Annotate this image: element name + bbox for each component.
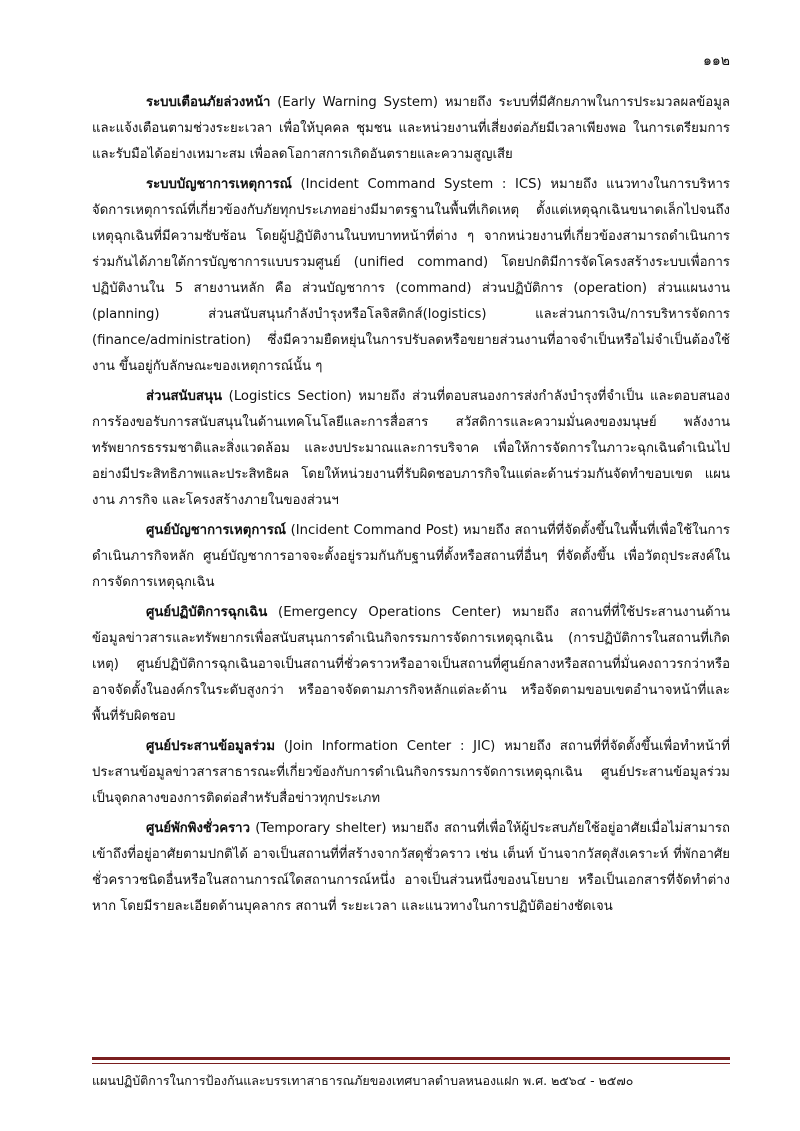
definition-incident-command-system bbox=[92, 172, 730, 380]
definition-text: (Early Warning System) หมายถึง ระบบที่มีศักยภาพในการประมวลผลข้อมูลและแจ้งเตือนตามช่วงระยะเวลา เพื่อให้บุคคล ชุมชน และหน่วยงานที่เสี่ยงต่อภัยมีเวลาเพียงพอ ในการเตรียมการและรับมือได้อย่างเหมาะสม เพื่อลดโอกาสการเกิดอันตรายและความสูญเสีย bbox=[92, 95, 730, 162]
definition-emergency-operations-center bbox=[92, 600, 730, 730]
term-heading: ศูนย์ปฏิบัติการฉุกเฉิน bbox=[146, 605, 268, 620]
term-heading: ศูนย์พักพิงชั่วคราว bbox=[146, 821, 250, 836]
term-heading: ศูนย์ประสานข้อมูลร่วม bbox=[146, 739, 276, 754]
definition-early-warning-system bbox=[92, 90, 730, 168]
term-heading: ระบบเตือนภัยล่วงหน้า bbox=[146, 95, 271, 110]
footer-divider bbox=[92, 1057, 730, 1060]
document-body bbox=[92, 90, 730, 924]
term-heading: ส่วนสนับสนุน bbox=[146, 389, 222, 404]
footer-divider-thin bbox=[92, 1063, 730, 1064]
definition-text: (Emergency Operations Center) หมายถึง สถานที่ที่ใช้ประสานงานด้านข้อมูลข่าวสารและทรัพยากรเพื่อสนับสนุนการดำเนินกิจกรรมการจัดการเหตุฉุกเฉิน (การปฏิบัติการในสถานที่เกิดเหตุ) ศูนย์ปฏิบัติการฉุกเฉินอาจเป็นสถานที่ชั่วคราวหรืออาจเป็นสถานที่ศูนย์กลางหรือสถานที่มั่นคงถาวรกว่าหรืออาจจัดตั้งในองค์กรในระดับสูงกว่า หรืออาจจัดตามภารกิจหลักแต่ละด้าน หรือจัดตามขอบเขตอำนาจหน้าที่และพื้นที่รับผิดชอบ bbox=[92, 605, 730, 724]
definition-logistics-section bbox=[92, 384, 730, 514]
definition-join-information-center bbox=[92, 734, 730, 812]
definition-text: (Incident Command System : ICS) หมายถึง แนวทางในการบริหารจัดการเหตุการณ์ที่เกี่ยวข้องกับภัยทุกประเภทอย่างมีมาตรฐานในพื้นที่เกิดเหตุ ตั้งแต่เหตุฉุกเฉินขนาดเล็กไปจนถึงเหตุฉุกเฉินที่มีความซับซ้อน โดยผู้ปฏิบัติงานในบทบาทหน้าที่ต่าง ๆ จากหน่วยงานที่เกี่ยวข้องสามารถดำเนินการร่วมกันได้ภายใต้การบัญชาการแบบรวมศูนย์ (unified command) โดยปกติมีการจัดโครงสร้างระบบเพื่อการปฏิบัติงานใน 5 สายงานหลัก คือ ส่วนบัญชาการ (command) ส่วนปฏิบัติการ (operation) ส่วนแผนงาน (planning) ส่วนสนับสนุนกำลังบำรุงหรือโลจิสติกส์(logistics) และส่วนการเงิน/การบริหารจัดการ (finance/administration) ซึ่งมีความยืดหยุ่นในการปรับลดหรือขยายส่วนงานที่อาจจำเป็นหรือไม่จำเป็นต้องใช้งาน ขึ้นอยู่กับลักษณะของเหตุการณ์นั้น ๆ bbox=[92, 177, 730, 374]
definition-incident-command-post bbox=[92, 518, 730, 596]
definition-text: (Temporary shelter) หมายถึง สถานที่เพื่อให้ผู้ประสบภัยใช้อยู่อาศัยเมื่อไม่สามารถเข้าถึงที่อยู่อาศัยตามปกติได้ อาจเป็นสถานที่ที่สร้างจากวัสดุชั่วคราว เช่น เต็นท์ บ้านจากวัสดุสังเคราะห์ ที่พักอาศัยชั่วคราวชนิดอื่นหรือในสถานการณ์ใดสถานการณ์หนึ่ง อาจเป็นส่วนหนึ่งของนโยบาย หรือเป็นเอกสารที่จัดทำต่างหาก โดยมีรายละเอียดด้านบุคลากร สถานที่ ระยะเวลา และแนวทางในการปฏิบัติอย่างชัดเจน bbox=[92, 821, 730, 914]
page-number: ๑๑๒ bbox=[702, 53, 730, 69]
definition-text: (Logistics Section) หมายถึง ส่วนที่ตอบสนองการส่งกำลังบำรุงที่จำเป็น และตอบสนองการร้องขอรับการสนับสนุนในด้านเทคโนโลยีและการสื่อสาร สวัสดิการและความมั่นคงของมนุษย์ พลังงาน ทรัพยากรธรรมชาติและสิ่งแวดล้อม และงบประมาณและการบริจาค เพื่อให้การจัดการในภาวะฉุกเฉินดำเนินไปอย่างมีประสิทธิภาพและประสิทธิผล โดยให้หน่วยงานที่รับผิดชอบภารกิจในแต่ละด้านร่วมกันจัดทำขอบเขต แผนงาน ภารกิจ และโครงสร้างภายในของส่วนฯ bbox=[92, 389, 730, 508]
definition-text: (Incident Command Post) หมายถึง สถานที่ที่จัดตั้งขึ้นในพื้นที่เพื่อใช้ในการดำเนินภารกิจหลัก ศูนย์บัญชาการอาจจะตั้งอยู่รวมกันกับฐานที่ตั้งหรือสถานที่อื่นๆ ที่จัดตั้งขึ้น เพื่อวัตถุประสงค์ในการจัดการเหตุฉุกเฉิน bbox=[92, 523, 730, 590]
term-heading: ระบบบัญชาการเหตุการณ์ bbox=[146, 177, 292, 192]
term-heading: ศูนย์บัญชาการเหตุการณ์ bbox=[146, 523, 287, 538]
footer-title: แผนปฏิบัติการในการป้องกันและบรรเทาสาธารณภัยของเทศบาลตำบลหนองแฝก พ.ศ. ๒๕๖๔ - ๒๕๗๐ bbox=[92, 1073, 634, 1088]
definition-temporary-shelter bbox=[92, 816, 730, 920]
definition-text: (Join Information Center : JIC) หมายถึง สถานที่ที่จัดตั้งขึ้นเพื่อทำหน้าที่ประสานข้อมูลข่าวสารสาธารณะที่เกี่ยวข้องกับการดำเนินกิจกรรมการจัดการเหตุฉุกเฉิน ศูนย์ประสานข้อมูลร่วมเป็นจุดกลางของการติดต่อสำหรับสื่อข่าวทุกประเภท bbox=[92, 739, 730, 806]
